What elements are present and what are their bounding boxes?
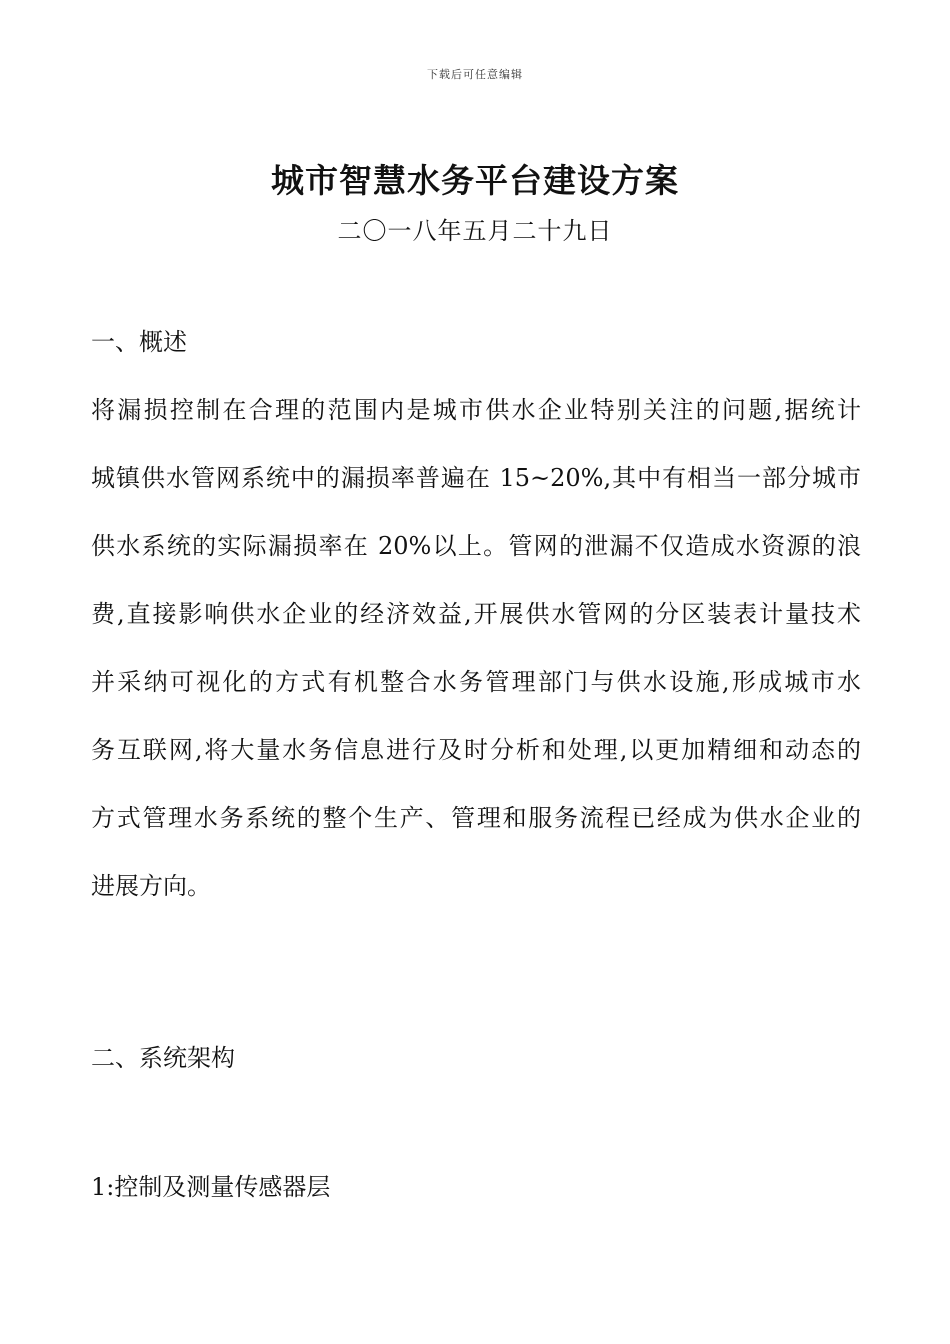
paragraph-line: 将漏损控制在合理的范围内是城市供水企业特别关注的问题,据统计 bbox=[91, 396, 861, 424]
paragraph-line: 并采纳可视化的方式有机整合水务管理部门与供水设施,形成城市水 bbox=[91, 668, 861, 696]
section-heading-architecture: 二、系统架构 bbox=[91, 1044, 235, 1072]
paragraph-line: 务互联网,将大量水务信息进行及时分析和处理,以更加精细和动态的 bbox=[91, 736, 861, 764]
document-title: 城市智慧水务平台建设方案 bbox=[271, 161, 679, 200]
paragraph-line: 城镇供水管网系统中的漏损率普遍在 15~20%,其中有相当一部分城市 bbox=[91, 464, 861, 492]
subsection-heading-sensor-layer: 1:控制及测量传感器层 bbox=[91, 1173, 331, 1201]
section-heading-overview: 一、概述 bbox=[91, 328, 187, 356]
paragraph-line: 方式管理水务系统的整个生产、管理和服务流程已经成为供水企业的 bbox=[91, 804, 861, 832]
paragraph-line: 供水系统的实际漏损率在 20%以上。管网的泄漏不仅造成水资源的浪 bbox=[91, 532, 861, 560]
paragraph-line: 费,直接影响供水企业的经济效益,开展供水管网的分区装表计量技术 bbox=[91, 600, 861, 628]
document-date: 二〇一八年五月二十九日 bbox=[337, 217, 613, 245]
header-note: 下载后可任意编辑 bbox=[427, 68, 523, 81]
overview-paragraph bbox=[91, 376, 861, 920]
paragraph-line: 进展方向。 bbox=[91, 872, 211, 900]
